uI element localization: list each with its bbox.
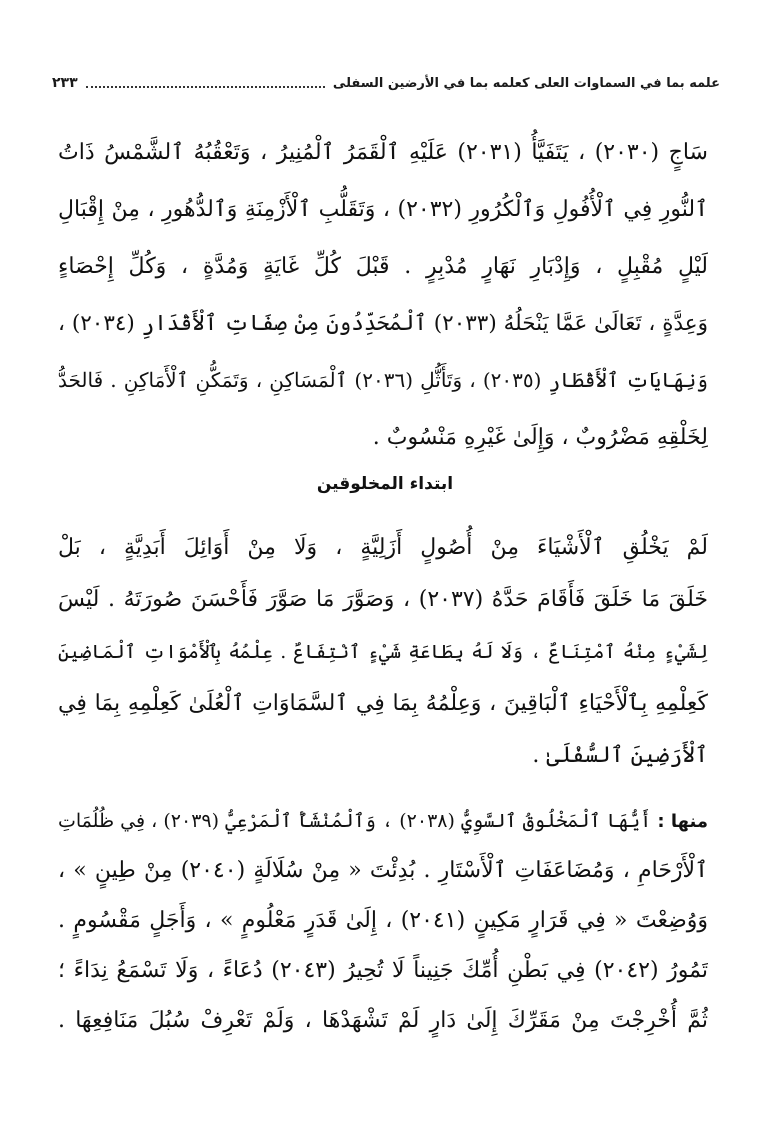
section-heading: ابتداء المخلوقين — [316, 474, 454, 494]
excerpt-lead: منها : — [657, 811, 708, 832]
excerpt-first-line: أَيُّهَا ٱلْمَخْلُوقُ ٱلسَّوِيُّ (٢٠٣٨) ، وَٱلْمُنْشَأُ ٱلْمَرْعِيُّ (٢٠٣٩) ، فِي ظُلُمَاتِ — [58, 810, 652, 832]
text-line: تَمُورُ (٢٠٤٢) فِي بَطْنِ أُمِّكَ جَنِيناً لَا تُحِيرُ (٢٠٤٣) دُعَاءً ، وَلَا تَسْمَعُ نِدَاءً ؛ — [58, 958, 708, 983]
text-line: ٱلْأَرَضِينَ ٱلسُّفْلَىٰ . — [532, 743, 708, 768]
text-line: ٱلْأَرْحَامِ ، وَمُضَاعَفَاتِ ٱلْأَسْتَارِ . بُدِئْتَ « مِنْ سُلَالَةٍ (٢٠٤٠) مِنْ طِينٍ » ، — [58, 858, 708, 883]
text-line: لِخَلْقِهِ مَضْرُوبٌ ، وَإِلَىٰ غَيْرِهِ مَنْسُوبٌ . — [372, 425, 708, 450]
page-number: ٢٣٣ — [52, 75, 78, 91]
text-line: وَنِهَايَاتِ ٱلْأَقْطَارِ (٢٠٣٥) ، وَتَأَثُّلِ (٢٠٣٦) ٱلْمَسَاكِنِ ، وَتَمَكُّنِ ٱلْأَمَاكِنِ . فَالحَدُّ — [58, 368, 708, 392]
text-line: لَيْلٍ مُقْبِلٍ ، وَإِدْبَارِ نَهَارٍ مُدْبِرٍ . قَبْلَ كُلِّ غَايَةٍ وَمُدَّةٍ ، وَكُلِّ إِحْصَاءٍ — [58, 254, 708, 279]
text-line: ثُمَّ أُخْرِجْتَ مِنْ مَقَرِّكَ إِلَىٰ دَارٍ لَمْ تَشْهَدْهَا ، وَلَمْ تَعْرِفْ سُبُلَ مَنَافِعِهَا . — [58, 1008, 708, 1033]
text-line: خَلَقَ مَا خَلَقَ فَأَقَامَ حَدَّهُ (٢٠٣٧) ، وَصَوَّرَ مَا صَوَّرَ فَأَحْسَنَ صُورَتَهُ . لَيْسَ — [58, 587, 708, 612]
dotted-leader — [86, 86, 325, 88]
text-line: سَاجٍ (٢٠٣٠) ، يَتَفَيَّأُ (٢٠٣١) عَلَيْهِ ٱلْقَمَرُ ٱلْمُنِيرُ ، وَتَعْقُبُهُ ٱلشَّمْسُ ذَاتُ — [58, 140, 708, 165]
text-line: وَعِدَّةٍ ، تَعَالَىٰ عَمَّا يَنْحَلُهُ (٢٠٣٣) ٱلْمُحَدِّدُونَ مِنْ صِفَاتِ ٱلْأَقْدَارِ (٢٠٣٤) ، — [58, 311, 708, 336]
paragraph-3 — [58, 796, 708, 1046]
text-line: لِشَيْءٍ مِنْهُ ٱمْتِنَاعٌ ، وَلَا لَهُ بِطَاعَةِ شَيْءٍ ٱنْتِفَاعٌ . عِلْمُهُ بِٱلْأَمْوَاتِ ٱلْمَاضِينَ — [58, 641, 708, 663]
running-header — [52, 68, 720, 98]
paragraph-2 — [58, 522, 708, 782]
text-line: لَمْ يَخْلُقِ ٱلْأَشْيَاءَ مِنْ أُصُولٍ أَزَلِيَّةٍ ، وَلَا مِنْ أَوَائِلَ أَبَدِيَّةٍ ، بَلْ — [58, 535, 708, 560]
paragraph-1 — [58, 124, 708, 466]
running-header-title: علمه بما في السماوات العلى كعلمه بما في الأرضين السفلى — [332, 75, 720, 91]
text-line: كَعِلْمِهِ بِٱلْأَحْيَاءِ ٱلْبَاقِينَ ، وَعِلْمُهُ بِمَا فِي ٱلسَّمَاوَاتِ ٱلْعُلَىٰ كَعِلْمِهِ بِمَا فِي — [58, 691, 708, 716]
text-line — [58, 796, 708, 846]
text-line: وَوُضِعْتَ « فِي قَرَارٍ مَكِينٍ (٢٠٤١) ، إِلَىٰ قَدَرٍ مَعْلُومٍ » ، وَأَجَلٍ مَقْسُومٍ . — [58, 908, 708, 933]
text-line: ٱلنُّورِ فِي ٱلْأُفُولِ وَٱلْكُرُورِ (٢٠٣٢) ، وَتَقَلُّبِ ٱلْأَزْمِنَةِ وَٱلدُّهُورِ ، مِنْ إِقْبَالِ — [58, 197, 708, 222]
